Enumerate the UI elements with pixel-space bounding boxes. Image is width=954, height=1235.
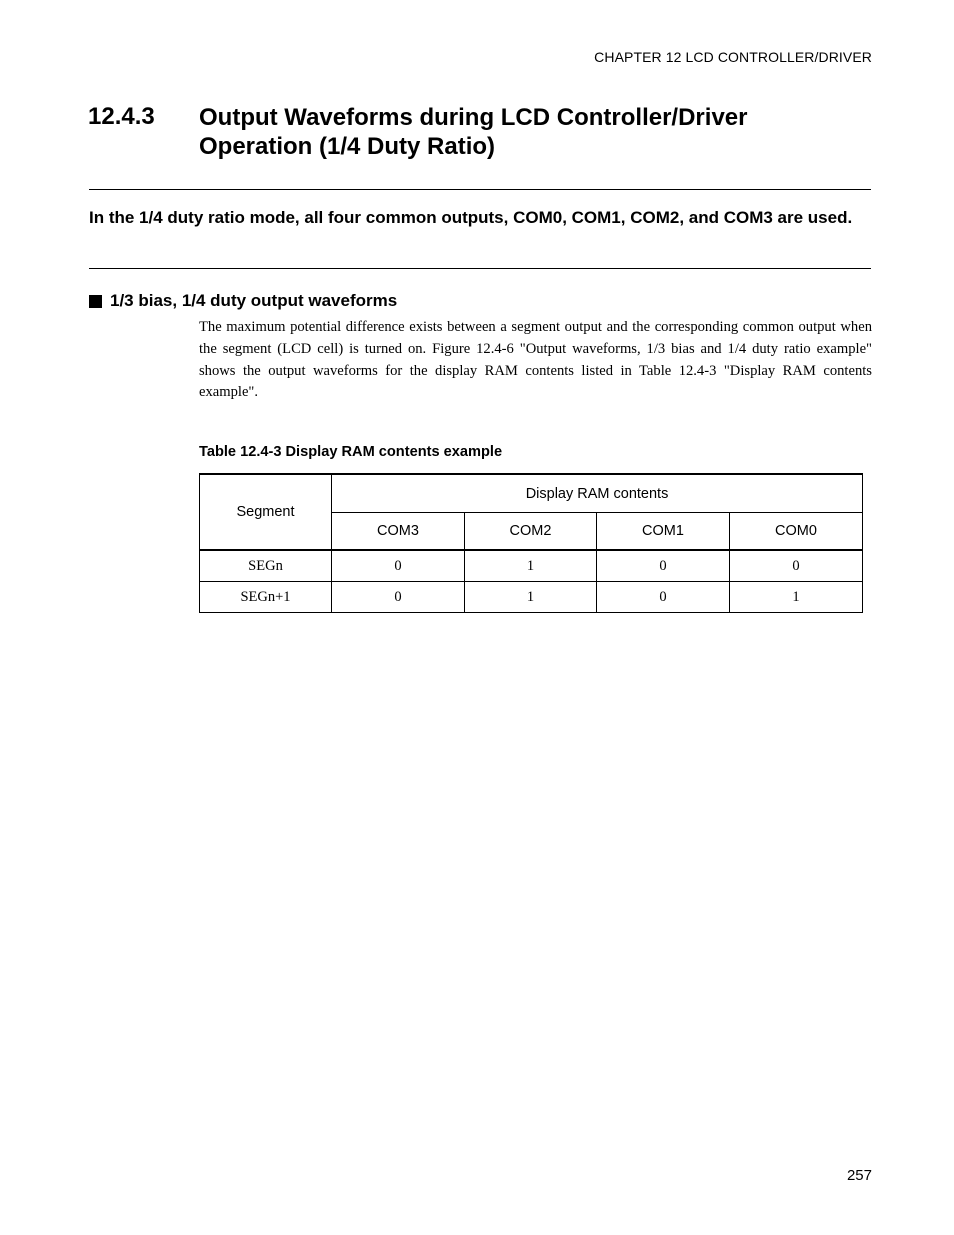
value-cell: 1 [465, 582, 597, 613]
segment-column-header: Segment [200, 474, 332, 550]
column-header-com2: COM2 [465, 513, 597, 551]
value-cell: 0 [730, 550, 863, 582]
square-bullet-icon [89, 295, 102, 308]
value-cell: 0 [332, 550, 465, 582]
body-paragraph: The maximum potential difference exists between a segment output and the corresponding common output when the segment (LCD cell) is turned on. Figure 12.4-6 "Output waveforms, 1/3 bias and 1/4 duty ratio example" shows the output waveforms for the display RAM contents listed in Table 12.4-3 "Display RAM contents example". [199, 319, 872, 401]
value-cell: 0 [332, 582, 465, 613]
section-title: Output Waveforms during LCD Controller/Driver Operation (1/4 Duty Ratio) [199, 104, 748, 160]
value-cell: 1 [730, 582, 863, 613]
section-number: 12.4.3 [88, 103, 155, 130]
top-divider [89, 189, 871, 190]
page-number: 257 [846, 1167, 872, 1184]
column-header-com1: COM1 [597, 513, 730, 551]
subsection-heading-text: 1/3 bias, 1/4 duty output waveforms [110, 291, 398, 310]
segment-cell: SEGn [200, 550, 332, 582]
subsection-heading [89, 291, 397, 311]
value-cell: 0 [597, 550, 730, 582]
column-header-com0: COM0 [730, 513, 863, 551]
segment-cell: SEGn+1 [200, 582, 332, 613]
running-header: CHAPTER 12 LCD CONTROLLER/DRIVER [594, 49, 872, 65]
table-header-row [200, 474, 863, 513]
column-header-com3: COM3 [332, 513, 465, 551]
bottom-divider [89, 268, 871, 269]
table-row [200, 550, 863, 582]
display-ram-table [199, 473, 863, 613]
table-caption: Table 12.4-3 Display RAM contents example [199, 444, 503, 460]
display-ram-group-header: Display RAM contents [332, 474, 863, 513]
value-cell: 0 [597, 582, 730, 613]
value-cell: 1 [465, 550, 597, 582]
section-summary: In the 1/4 duty ratio mode, all four common outputs, COM0, COM1, COM2, and COM3 are used. [89, 208, 853, 227]
table-row [200, 582, 863, 613]
